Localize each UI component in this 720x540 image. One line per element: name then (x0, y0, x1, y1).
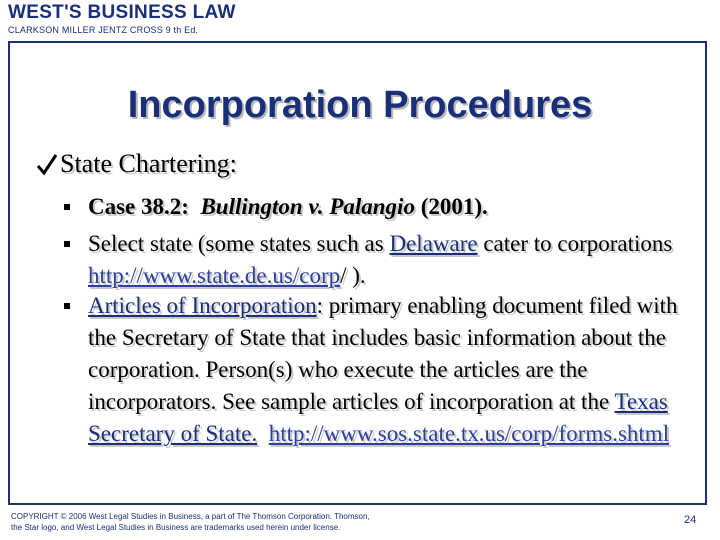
bullet-text: Articles of Incorporation: primary enabling document filed with the Secretary of State that includes basic information about the corporation. Person(s) who execute the articles are the incorporators. See sample articles of incorporation at the Texas Secretary of State. http://www.sos.state.tx.us/corp/forms.shtml (88, 293, 678, 446)
square-bullet-icon (64, 303, 70, 309)
bullet-articles (64, 290, 688, 450)
articles-link[interactable]: Articles of Incorporation (88, 293, 317, 318)
texas-url-link[interactable]: http://www.sos.state.tx.us/corp/forms.shtml (268, 421, 670, 446)
page-number: 24 (684, 514, 697, 526)
bullet-case (64, 191, 688, 223)
square-bullet-icon (64, 204, 70, 210)
book-authors: CLARKSON MILLER JENTZ CROSS 9 th Ed. (8, 25, 199, 35)
bullet-text: Select state (some states such as Delaware cater to corporations http://www.state.de.us/corp/ ). (88, 231, 673, 288)
square-bullet-icon (64, 241, 70, 247)
delaware-link[interactable]: Delaware (389, 231, 478, 256)
bullet-text (88, 191, 688, 223)
texas-sos-link[interactable]: Texas Secretary of State. (88, 389, 668, 446)
case-prefix: Case 38.2: (88, 194, 189, 219)
delaware-url-link[interactable]: http://www.state.de.us/corp (88, 263, 341, 288)
level1-item (36, 148, 237, 180)
case-year: (2001). (420, 194, 488, 219)
case-name: Bullington v. Palangio (200, 194, 415, 219)
publisher-brand (8, 2, 236, 36)
slide-title: Incorporation Procedures (127, 84, 593, 126)
bullet-select-state (64, 228, 688, 292)
level1-label: State Chartering: (60, 149, 237, 178)
copyright-notice: COPYRIGHT © 2006 West Legal Studies in Business, a part of The Thomson Corporation. Thomson, the Star logo, and West Legal Studies in Business are trademarks used herein under license. (11, 512, 370, 532)
book-title: WEST'S BUSINESS LAW (8, 2, 236, 23)
checkmark-icon (36, 152, 58, 178)
